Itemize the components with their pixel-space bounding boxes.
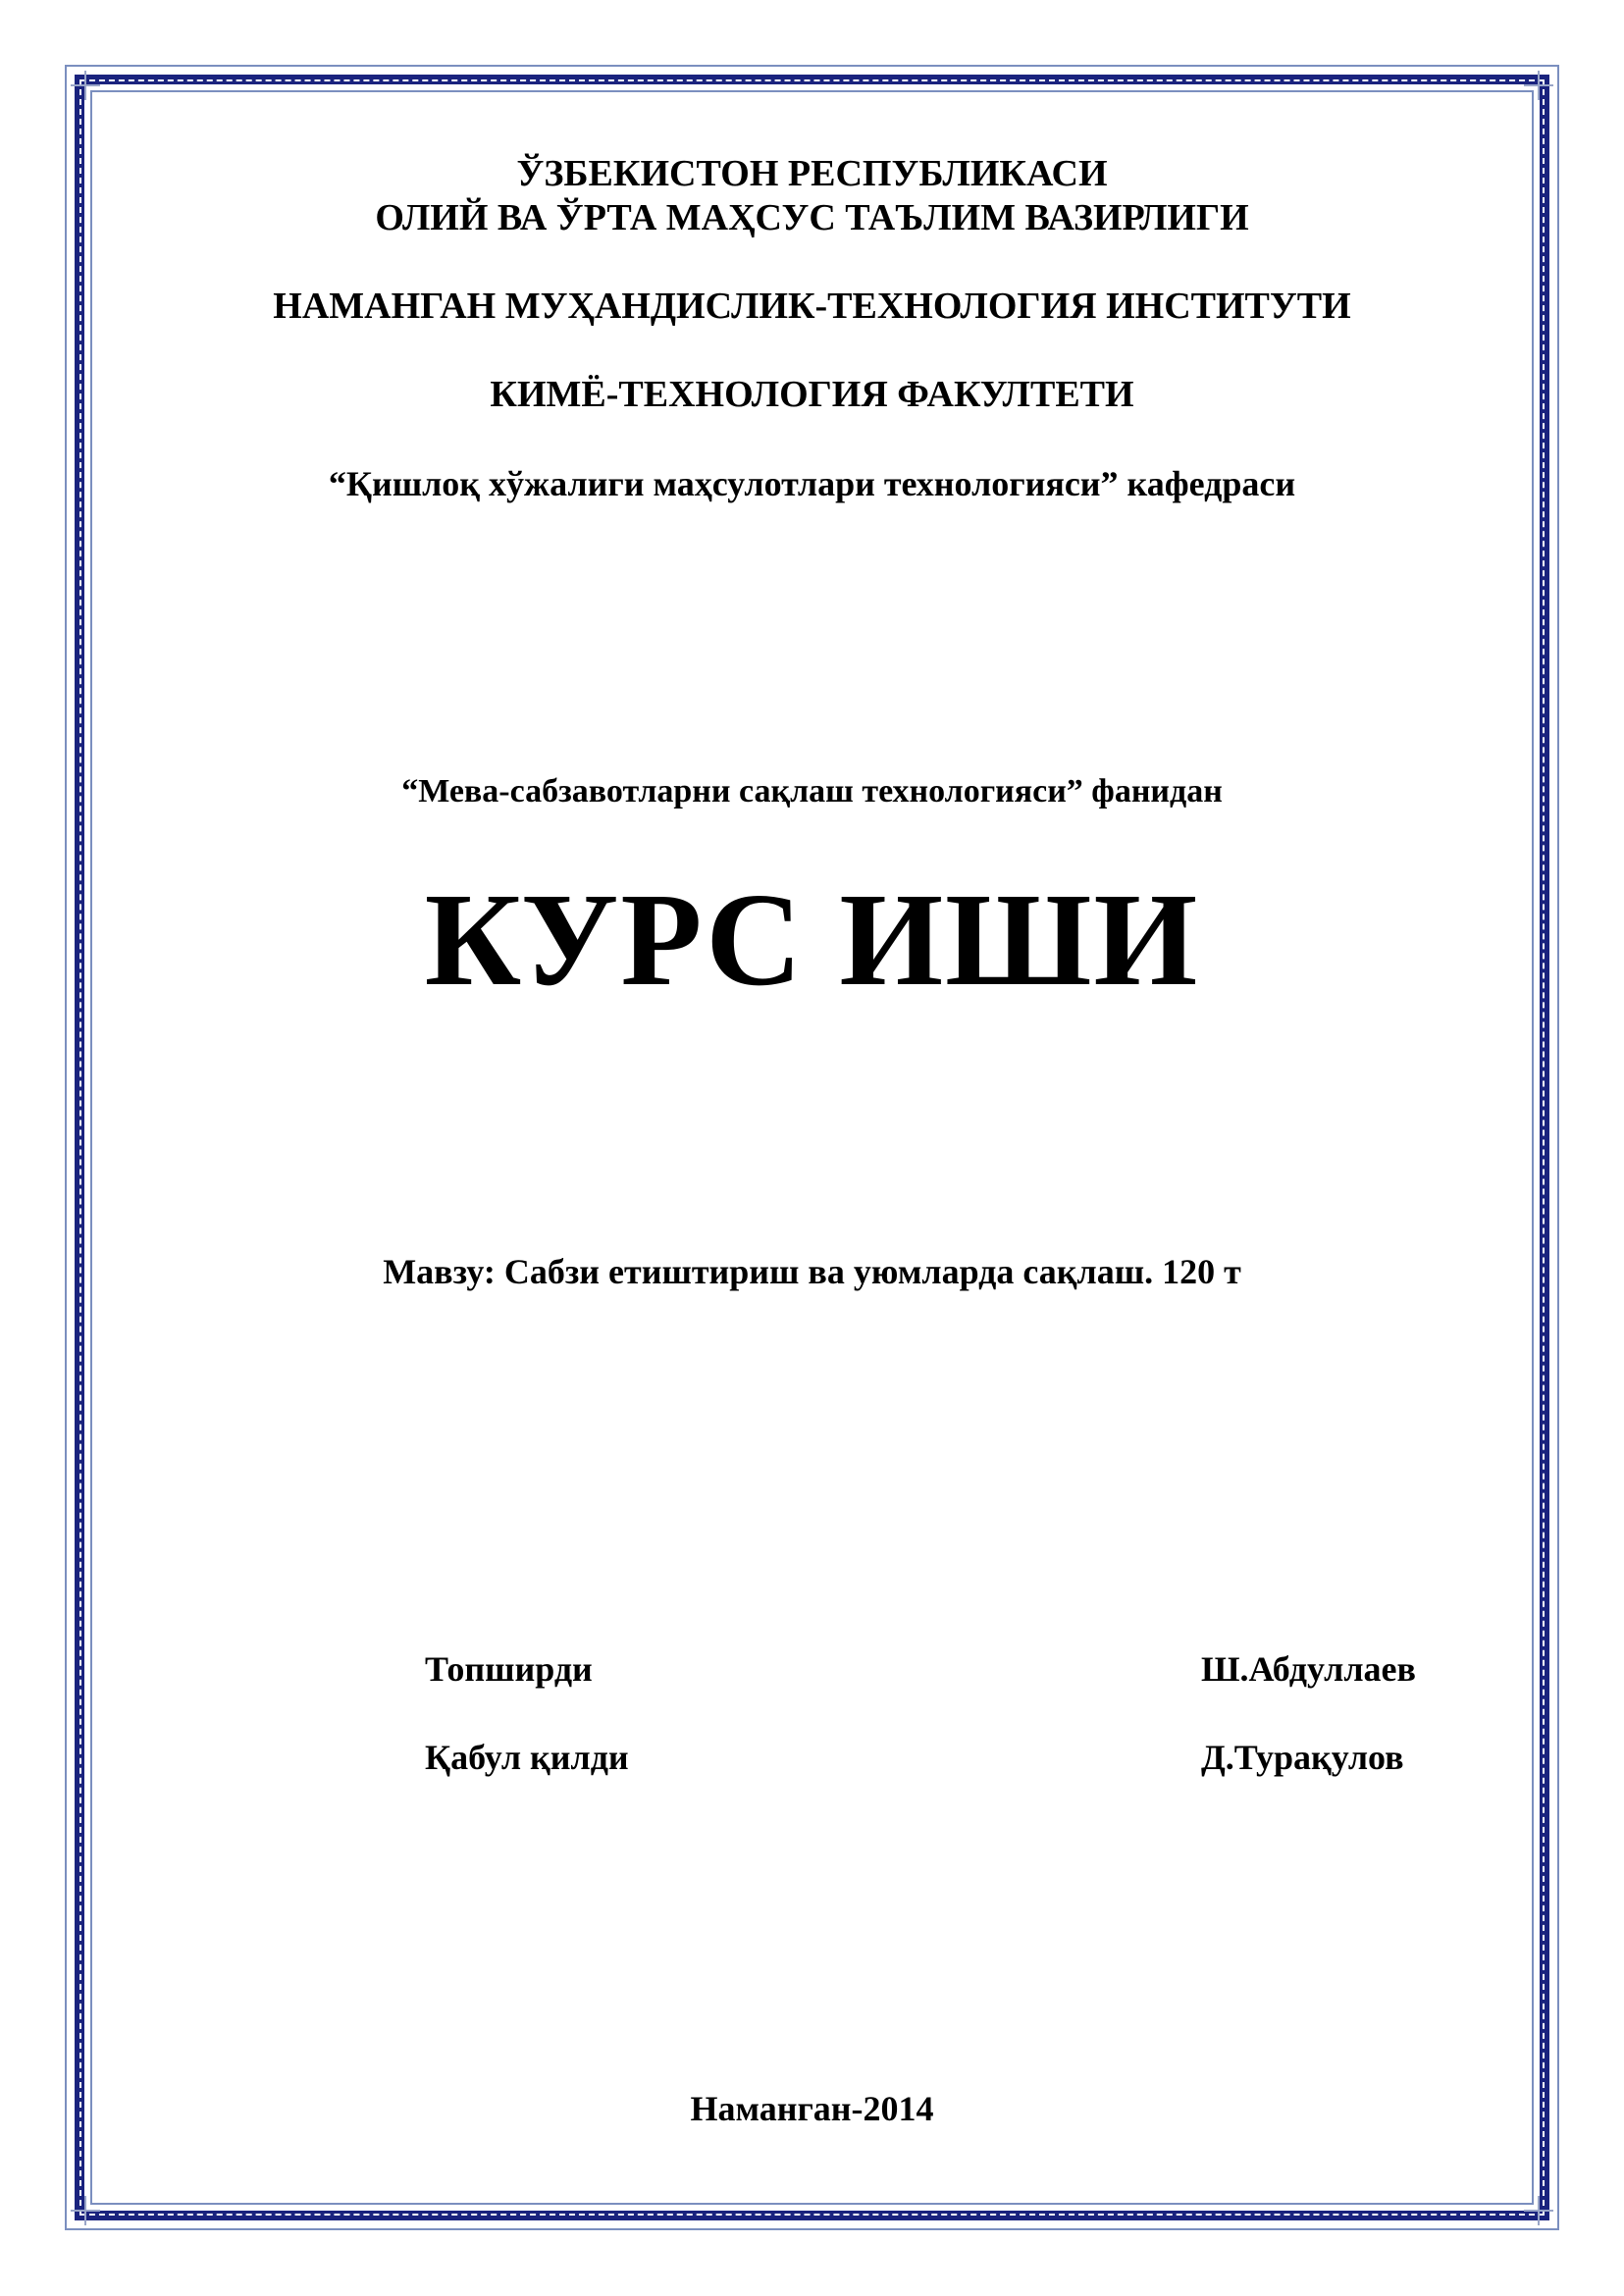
corner-mark-icon: [71, 2196, 100, 2225]
department-heading: “Қишлоқ хўжалиги маҳсулотлари технологияси” кафедраси: [328, 464, 1296, 503]
corner-mark-icon: [1524, 71, 1553, 100]
accepted-label: Қабул қилди: [425, 1738, 629, 1777]
faculty-heading: КИМЁ-ТЕХНОЛОГИЯ ФАКУЛТЕТИ: [490, 374, 1134, 415]
corner-mark-icon: [71, 71, 100, 100]
document-title: КУРС ИШИ: [424, 866, 1200, 1014]
submitted-label: Топширди: [425, 1649, 593, 1689]
ministry-heading: ОЛИЙ ВА ЎРТА МАҲСУС ТАЪЛИМ ВАЗИРЛИГИ: [375, 197, 1249, 238]
country-heading: ЎЗБЕКИСТОН РЕСПУБЛИКАСИ: [516, 153, 1108, 194]
corner-mark-icon: [1524, 2196, 1553, 2225]
institute-heading: НАМАНГАН МУҲАНДИСЛИК-ТЕХНОЛОГИЯ ИНСТИТУТИ: [273, 286, 1351, 327]
accepted-name: Д.Турақулов: [1201, 1738, 1404, 1777]
topic-line: Мавзу: Сабзи етиштириш ва уюмларда сақлаш. 120 т: [383, 1252, 1241, 1291]
submitted-name: Ш.Абдуллаев: [1201, 1649, 1416, 1689]
subject-line: “Мева-сабзавотларни сақлаш технологияси” фанидан: [401, 773, 1223, 809]
place-year: Наманган-2014: [690, 2089, 934, 2128]
